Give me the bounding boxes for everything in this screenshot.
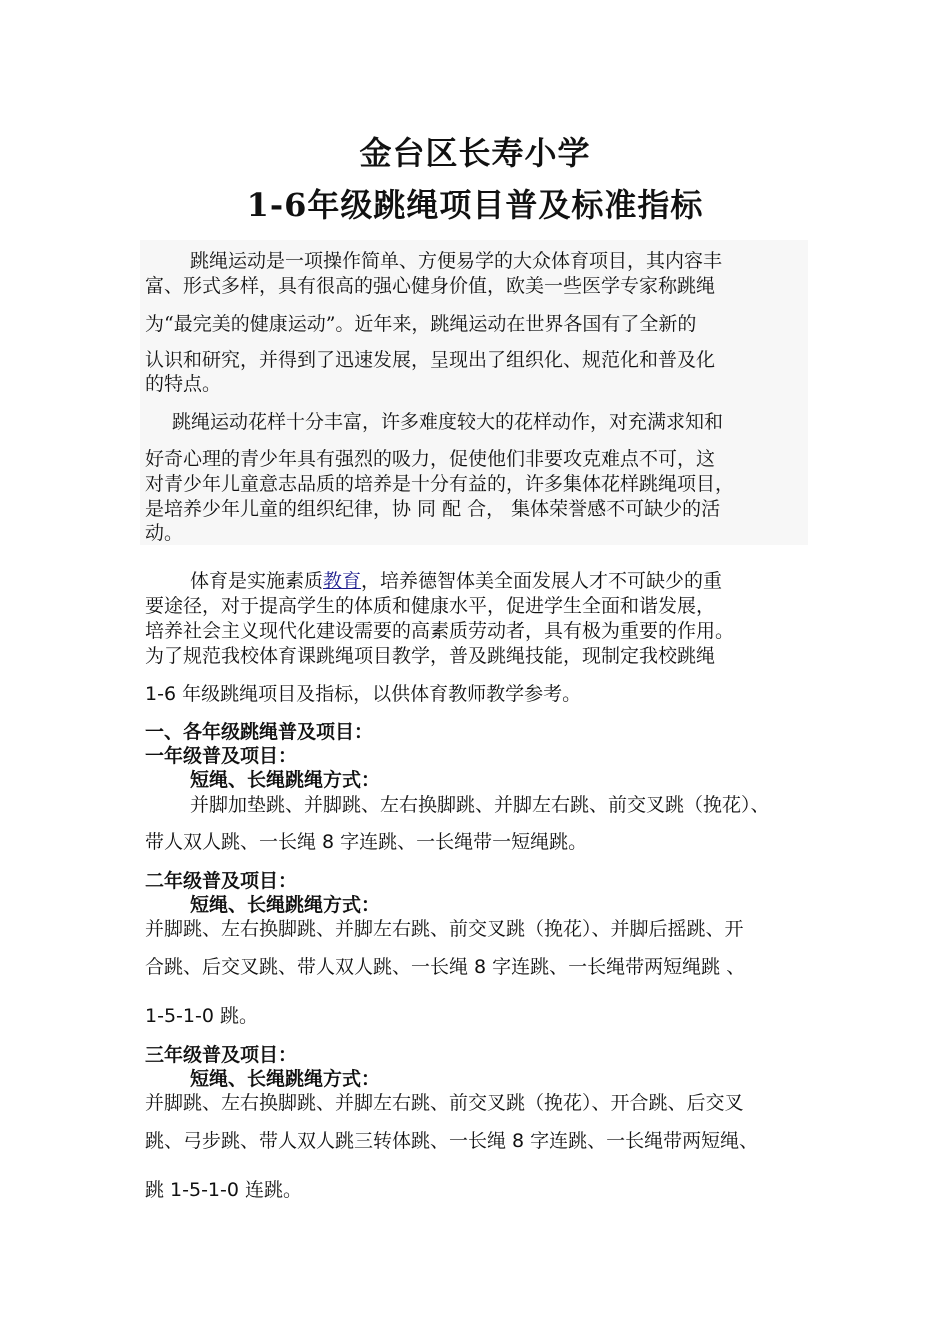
intro-p3-line: 要途径，对于提高学生的体质和健康水平，促进学生全面和谐发展， [145, 595, 716, 617]
grade3-heading: 三年级普及项目： [145, 1044, 298, 1066]
grade2-subheading: 短绳、长绳跳绳方式： [190, 894, 381, 916]
grade3-subheading: 短绳、长绳跳绳方式： [190, 1068, 381, 1090]
intro-p3-line [190, 569, 722, 593]
document-subtitle: 1-6年级跳绳项目普及标准指标 [246, 186, 704, 224]
intro-p1-line: 跳绳运动是一项操作简单、方便易学的大众体育项目，其内容丰 [190, 250, 723, 272]
grade2-items: 1-5-1-0 跳。 [145, 1005, 258, 1027]
grade3-items: 跳、弓步跳、带人双人跳三转体跳、一长绳 8 字连跳、一长绳带两短绳、 [145, 1130, 759, 1152]
section-heading: 一、各年级跳绳普及项目： [145, 721, 374, 743]
grade1-subheading: 短绳、长绳跳绳方式： [190, 769, 381, 791]
education-link[interactable]: 教育 [323, 570, 362, 592]
intro-p1-line: 为“最完美的健康运动”。近年来，跳绳运动在世界各国有了全新的 [145, 313, 697, 335]
grade2-heading: 二年级普及项目： [145, 870, 298, 892]
grade2-items: 合跳、后交叉跳、带人双人跳、一长绳 8 字连跳、一长绳带两短绳跳 、 [145, 956, 746, 978]
intro-p1-line: 富、形式多样，具有很高的强心健身价值，欧美一些医学专家称跳绳 [145, 275, 716, 297]
intro-p2-line: 是培养少年儿童的组织纪律，协 同 配 合， 集体荣誉感不可缺少的活 [145, 498, 721, 520]
intro-p2-line: 跳绳运动花样十分丰富，许多难度较大的花样动作，对充满求知和 [172, 411, 724, 433]
grade1-items: 并脚加垫跳、并脚跳、左右换脚跳、并脚左右跳、前交叉跳（挽花）、 [190, 794, 770, 816]
intro-p3-line: 培养社会主义现代化建设需要的高素质劳动者，具有极为重要的作用。 [145, 620, 735, 642]
grade3-items: 并脚跳、左右换脚跳、并脚左右跳、前交叉跳（挽花）、开合跳、后交叉 [145, 1092, 744, 1114]
intro-p3-text: ，培养德智体美全面发展人才不可缺少的重 [361, 570, 723, 592]
grade1-heading: 一年级普及项目： [145, 745, 298, 767]
intro-p2-line: 对青少年儿童意志品质的培养是十分有益的，许多集体花样跳绳项目， [145, 473, 735, 495]
grade1-items: 带人双人跳、一长绳 8 字连跳、一长绳带一短绳跳。 [145, 831, 588, 853]
document-title: 金台区长寿小学 [359, 134, 591, 172]
intro-p2-line: 动。 [145, 522, 184, 544]
grade3-items: 跳 1-5-1-0 连跳。 [145, 1179, 303, 1201]
intro-p3-line: 为了规范我校体育课跳绳项目教学，普及跳绳技能，现制定我校跳绳 [145, 645, 716, 667]
intro-p3-text: 年级跳绳项目及指标，以供体育教师教学参考。 [176, 683, 582, 705]
intro-p1-line: 的特点。 [145, 373, 222, 395]
intro-p3-line [145, 682, 581, 706]
grade-range: 1-6 [145, 683, 177, 705]
intro-p2-line: 好奇心理的青少年具有强烈的吸力，促使他们非要攻克难点不可，这 [145, 448, 716, 470]
grade2-items: 并脚跳、左右换脚跳、并脚左右跳、前交叉跳（挽花）、并脚后摇跳、开 [145, 918, 744, 940]
intro-p1-line: 认识和研究，并得到了迅速发展，呈现出了组织化、规范化和普及化 [145, 349, 716, 371]
intro-p3-text: 体育是实施素质 [190, 570, 324, 592]
